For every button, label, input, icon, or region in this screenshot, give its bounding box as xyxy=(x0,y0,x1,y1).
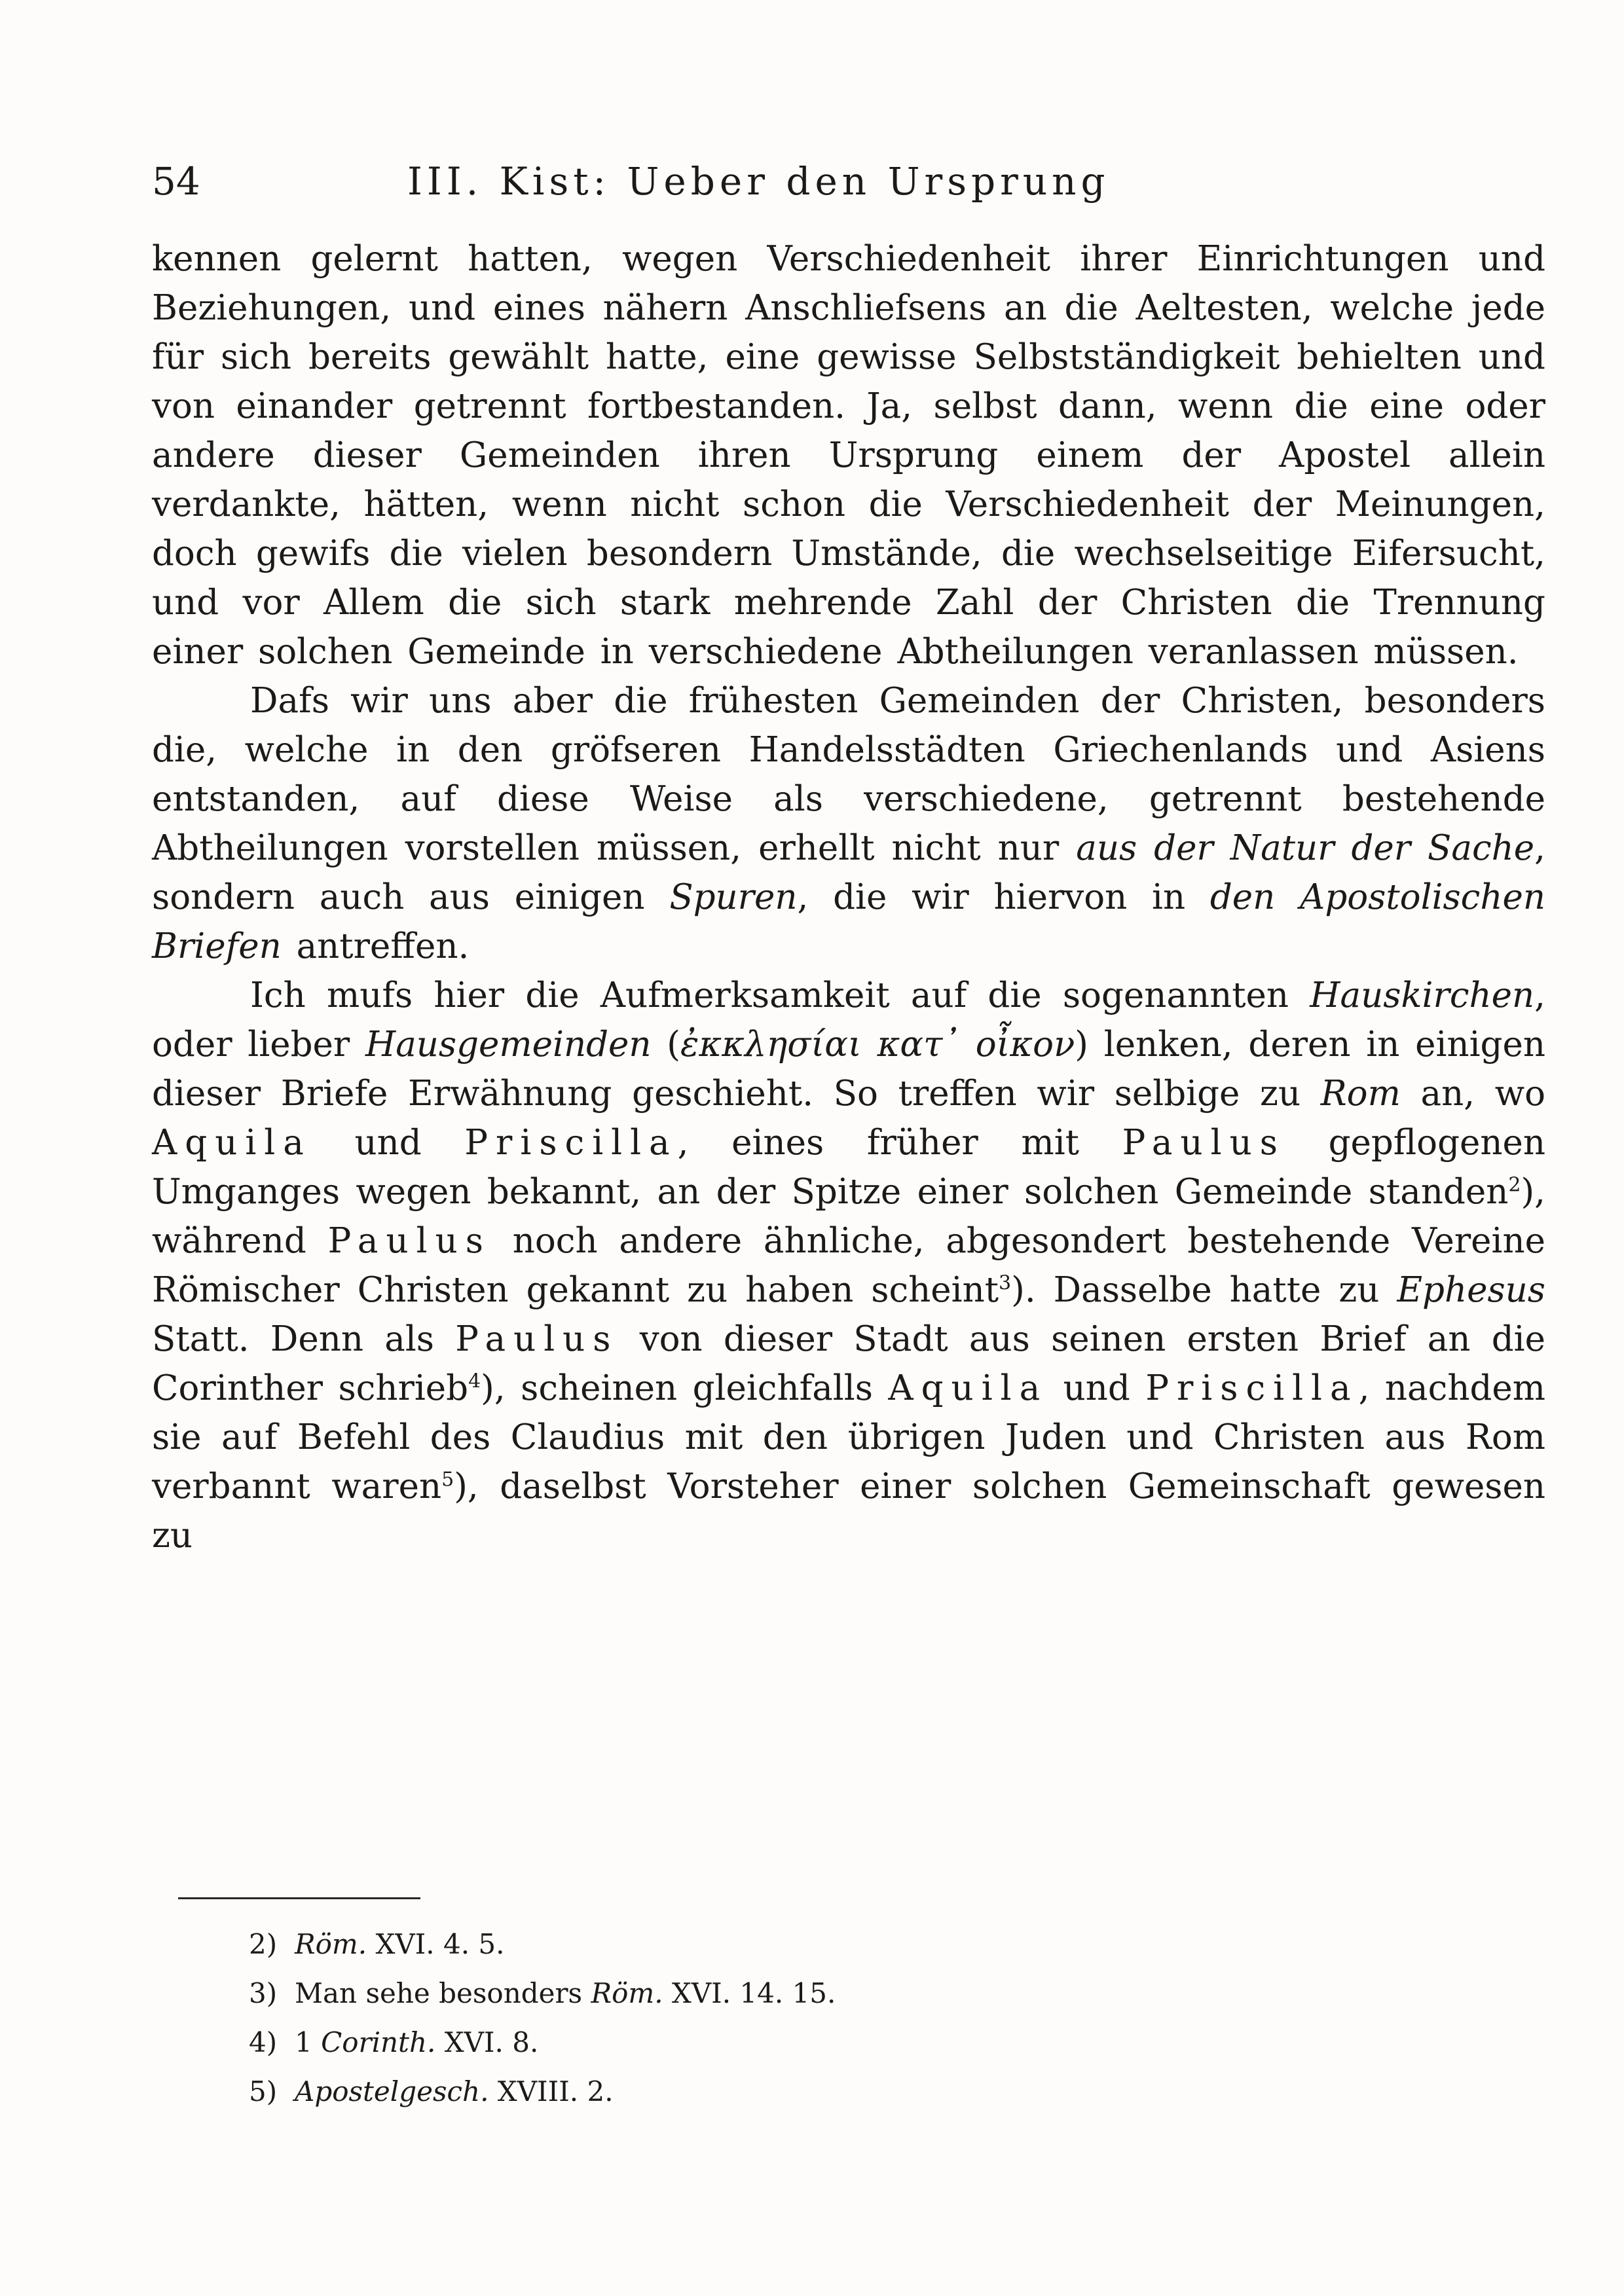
footnote-ref-5: 5 xyxy=(441,1468,454,1491)
footnote-italic: Corinth. xyxy=(321,2026,436,2058)
p2-italic-1: aus der Natur der Sache xyxy=(1076,828,1535,868)
footnote-italic: Apostelgesch. xyxy=(295,2075,489,2107)
footnote-5 xyxy=(249,2067,1231,2116)
p2-italic-3: den Apostolischen Briefen xyxy=(152,877,1545,966)
p3-text-14: ), scheinen gleichfalls xyxy=(481,1368,889,1408)
p3-text-10: noch andere ähnliche, abgesondert bestehende Vereine Römischer Christen gekannt zu haben scheint xyxy=(152,1221,1545,1310)
footnote-mark: 5) xyxy=(249,2075,278,2107)
footnote-ref-2: 2 xyxy=(1508,1173,1521,1197)
footnote-italic: Röm. xyxy=(591,1977,663,2009)
name-paulus: Paulus xyxy=(1122,1123,1285,1163)
p1-text: kennen gelernt hatten, wegen Verschiedenheit ihrer Einrichtungen und Beziehungen, und eines nähern Anschliefsens an die Aeltesten, welche jede für sich bereits gewählt hatte, eine gewisse Selbstständigkeit behielten und von einander getrennt fortbestanden. Ja, selbst dann, wenn die eine oder andere dieser Gemeinden ihren Ursprung einem der Apostel allein verdankte, hätten, wenn nicht schon die Verschiedenheit der Meinungen, doch gewifs die vielen besondern Umstände, die wechselseitige Eifersucht, und vor Allem die sich stark mehrende Zahl der Christen die Trennung einer solchen Gemeinde in verschiedene Abtheilungen veranlassen müssen. xyxy=(152,239,1545,672)
paragraph-1 xyxy=(152,234,1545,676)
p3-italic-3: Rom xyxy=(1320,1074,1401,1114)
footnote-text: 1 xyxy=(295,2026,322,2058)
p2-italic-2: Spuren xyxy=(669,877,798,917)
footnote-3 xyxy=(249,1969,1231,2018)
p3-text-9: ), während xyxy=(152,1172,1545,1261)
footnotes xyxy=(249,1920,1231,2116)
p3-text-11: ). Dasselbe hatte zu xyxy=(1011,1270,1397,1310)
footnote-ref-4: 4 xyxy=(468,1370,481,1393)
p3-text-3: ( xyxy=(651,1025,680,1065)
p3-italic-2: Hausgemeinden xyxy=(365,1025,652,1065)
paragraph-2 xyxy=(152,676,1545,971)
footnote-ref: XVI. 4. 5. xyxy=(367,1928,505,1960)
p3-text-15: und xyxy=(1048,1368,1146,1408)
footnote-divider xyxy=(178,1897,420,1899)
p3-italic-4: Ephesus xyxy=(1397,1270,1545,1310)
p3-italic-1: Hauskirchen xyxy=(1310,975,1535,1015)
p2-text-1: Dafs wir uns aber die frühesten Gemeinden der Christen, besonders die, welche in den gröfseren Handelsstädten Griechenlands und Asiens entstanden, auf diese Weise als verschiedene, getrennt bestehende Abtheilungen vorstellen müssen, erhellt nicht nur xyxy=(152,681,1545,868)
p3-text-1: Ich mufs hier die Aufmerksamkeit auf die sogenannten xyxy=(250,975,1310,1015)
footnote-mark: 3) xyxy=(249,1977,278,2009)
p3-text-16: , nachdem sie auf Befehl des Claudius mit den übrigen Juden und Christen aus Rom verbannt waren xyxy=(152,1368,1545,1506)
p3-text-12: Statt. Denn als xyxy=(152,1319,456,1359)
footnote-4 xyxy=(249,2018,1231,2067)
p3-text-8: gepflogenen Umganges wegen bekannt, an der Spitze einer solchen Gemeinde standen xyxy=(152,1123,1545,1212)
page-number: 54 xyxy=(152,159,200,204)
greek-phrase: ἐκκλησίαι κατ᾽ οἶκον xyxy=(680,1025,1075,1065)
p3-text-6: und xyxy=(311,1123,465,1163)
p3-text-13: von dieser Stadt aus seinen ersten Brief an die Corinther schrieb xyxy=(152,1319,1545,1408)
name-paulus: Paulus xyxy=(455,1319,619,1359)
name-priscilla: Priscilla xyxy=(1145,1368,1359,1408)
footnote-ref: XVI. 8. xyxy=(435,2026,539,2058)
paragraph-3 xyxy=(152,971,1545,1560)
footnote-ref-3: 3 xyxy=(999,1271,1012,1295)
name-priscilla: Priscilla xyxy=(464,1123,678,1163)
p2-text-2: , sondern auch aus einigen xyxy=(152,828,1546,917)
p3-text-4: ) lenken, deren in einigen dieser Briefe Erwähnung geschieht. So treffen wir selbige zu xyxy=(152,1025,1545,1114)
page-header xyxy=(152,152,1265,211)
p3-text-17: ), daselbst Vorsteher einer solchen Gemeinschaft gewesen zu xyxy=(152,1467,1546,1556)
p2-text-4: antreffen. xyxy=(281,926,470,966)
p3-text-2: , oder lieber xyxy=(152,975,1545,1065)
p3-text-5: an, wo xyxy=(1400,1074,1545,1114)
footnote-ref: XVIII. 2. xyxy=(489,2075,614,2107)
footnote-ref: XVI. 14. 15. xyxy=(663,1977,836,2009)
p3-text-7: , eines früher mit xyxy=(677,1123,1122,1163)
p2-text-3: , die wir hiervon in xyxy=(797,877,1210,917)
running-head: III. Kist: Ueber den Ursprung xyxy=(407,159,1110,204)
footnote-italic: Röm. xyxy=(295,1928,367,1960)
footnote-mark: 2) xyxy=(249,1928,278,1960)
name-aquila: Aquila xyxy=(888,1368,1048,1408)
footnote-mark: 4) xyxy=(249,2026,278,2058)
name-paulus: Paulus xyxy=(327,1221,491,1261)
footnote-text: Man sehe besonders xyxy=(295,1977,591,2009)
main-text xyxy=(152,234,1545,1560)
footnote-2 xyxy=(249,1920,1231,1969)
name-aquila: Aquila xyxy=(152,1123,312,1163)
